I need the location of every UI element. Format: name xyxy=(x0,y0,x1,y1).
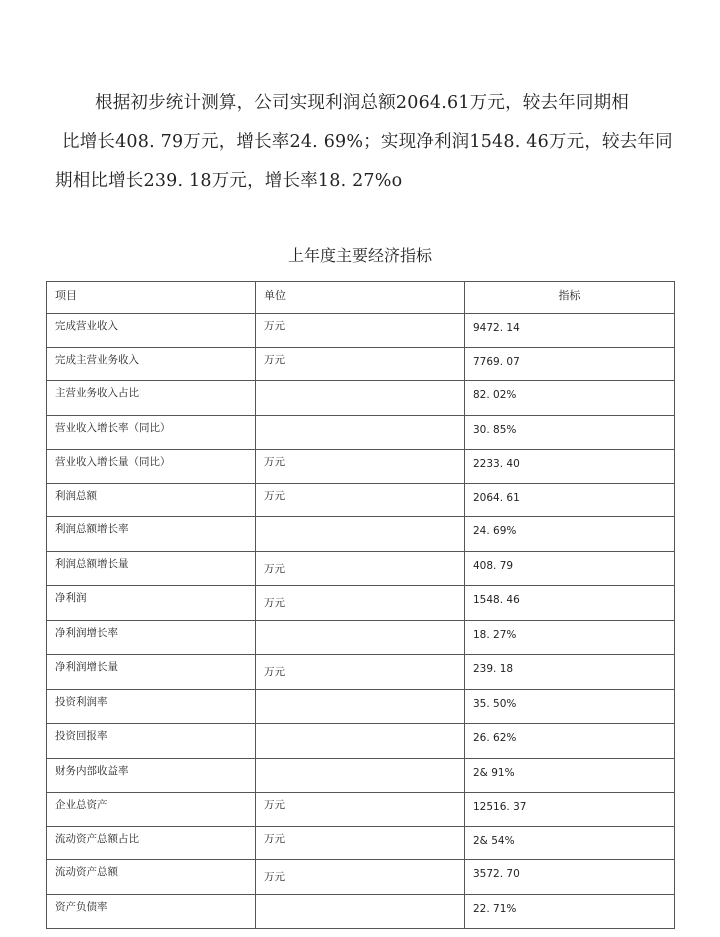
cell-item: 净利润 xyxy=(47,586,256,621)
cell-unit: 万元 xyxy=(256,826,465,860)
cell-value: 2& 91% xyxy=(465,758,675,793)
table-row xyxy=(47,381,675,416)
table-row xyxy=(47,450,675,484)
table-row xyxy=(47,620,675,655)
cell-unit xyxy=(256,517,465,552)
cell-unit: 万元 xyxy=(256,793,465,827)
paragraph-line-1: 根据初步统计测算，公司实现利润总额2064.61万元，较去年同期相 xyxy=(95,93,629,113)
cell-value: 408. 79 xyxy=(465,551,675,586)
cell-item: 营业收入增长量（同比） xyxy=(47,450,256,484)
cell-item: 利润总额增长量 xyxy=(47,551,256,586)
cell-unit xyxy=(256,758,465,793)
cell-unit: 万元 xyxy=(256,586,465,621)
cell-value: 239. 18 xyxy=(465,655,675,690)
cell-value: 26. 62% xyxy=(465,724,675,759)
table-row xyxy=(47,517,675,552)
cell-value: 7769. 07 xyxy=(465,347,675,381)
cell-item: 完成主营业务收入 xyxy=(47,347,256,381)
cell-value: 2& 54% xyxy=(465,826,675,860)
table-row xyxy=(47,314,675,348)
cell-unit xyxy=(256,894,465,929)
table-row xyxy=(47,415,675,450)
cell-value: 9472. 14 xyxy=(465,314,675,348)
table-row xyxy=(47,894,675,929)
table-title: 上年度主要经济指标 xyxy=(287,246,432,265)
cell-value: 2233. 40 xyxy=(465,450,675,484)
header-unit: 单位 xyxy=(256,282,465,314)
cell-item: 企业总资产 xyxy=(47,793,256,827)
cell-value: 18. 27% xyxy=(465,620,675,655)
cell-value: 3572. 70 xyxy=(465,860,675,895)
cell-item: 流动资产总额 xyxy=(47,860,256,895)
cell-unit: 万元 xyxy=(256,450,465,484)
cell-item: 利润总额 xyxy=(47,483,256,517)
header-item: 项目 xyxy=(47,282,256,314)
table-row xyxy=(47,793,675,827)
cell-value: 82. 02% xyxy=(465,381,675,416)
cell-value: 22. 71% xyxy=(465,894,675,929)
table-row xyxy=(47,347,675,381)
cell-item: 投资回报率 xyxy=(47,724,256,759)
cell-item: 完成营业收入 xyxy=(47,314,256,348)
table-row xyxy=(47,724,675,759)
cell-unit: 万元 xyxy=(256,347,465,381)
cell-item: 财务内部收益率 xyxy=(47,758,256,793)
cell-value: 2064. 61 xyxy=(465,483,675,517)
table-row xyxy=(47,860,675,895)
cell-unit: 万元 xyxy=(256,655,465,690)
cell-item: 主营业务收入占比 xyxy=(47,381,256,416)
header-value: 指标 xyxy=(465,282,675,314)
table-row xyxy=(47,483,675,517)
paragraph-line-3: 期相比增长239. 18万元，增长率18. 27%o xyxy=(55,171,403,191)
cell-unit xyxy=(256,381,465,416)
table-row xyxy=(47,689,675,724)
cell-unit xyxy=(256,724,465,759)
cell-unit: 万元 xyxy=(256,483,465,517)
summary-paragraph xyxy=(55,84,673,201)
economic-indicators-table xyxy=(46,281,675,929)
cell-item: 利润总额增长率 xyxy=(47,517,256,552)
table-row xyxy=(47,586,675,621)
cell-item: 资产负债率 xyxy=(47,894,256,929)
cell-value: 24. 69% xyxy=(465,517,675,552)
cell-unit xyxy=(256,689,465,724)
cell-item: 投资利润率 xyxy=(47,689,256,724)
table-row xyxy=(47,758,675,793)
cell-unit xyxy=(256,620,465,655)
cell-value: 35. 50% xyxy=(465,689,675,724)
cell-value: 12516. 37 xyxy=(465,793,675,827)
paragraph-line-2: 比增长408. 79万元，增长率24. 69%；实现净利润1548. 46万元，较去年同 xyxy=(62,132,673,152)
table-row xyxy=(47,655,675,690)
cell-unit xyxy=(256,415,465,450)
table-row xyxy=(47,551,675,586)
cell-unit: 万元 xyxy=(256,860,465,895)
table-row xyxy=(47,826,675,860)
cell-value: 1548. 46 xyxy=(465,586,675,621)
cell-unit: 万元 xyxy=(256,314,465,348)
cell-item: 营业收入增长率（同比） xyxy=(47,415,256,450)
cell-item: 净利润增长量 xyxy=(47,655,256,690)
cell-item: 净利润增长率 xyxy=(47,620,256,655)
cell-unit: 万元 xyxy=(256,551,465,586)
table-header-row xyxy=(47,282,675,314)
cell-value: 30. 85% xyxy=(465,415,675,450)
cell-item: 流动资产总额占比 xyxy=(47,826,256,860)
